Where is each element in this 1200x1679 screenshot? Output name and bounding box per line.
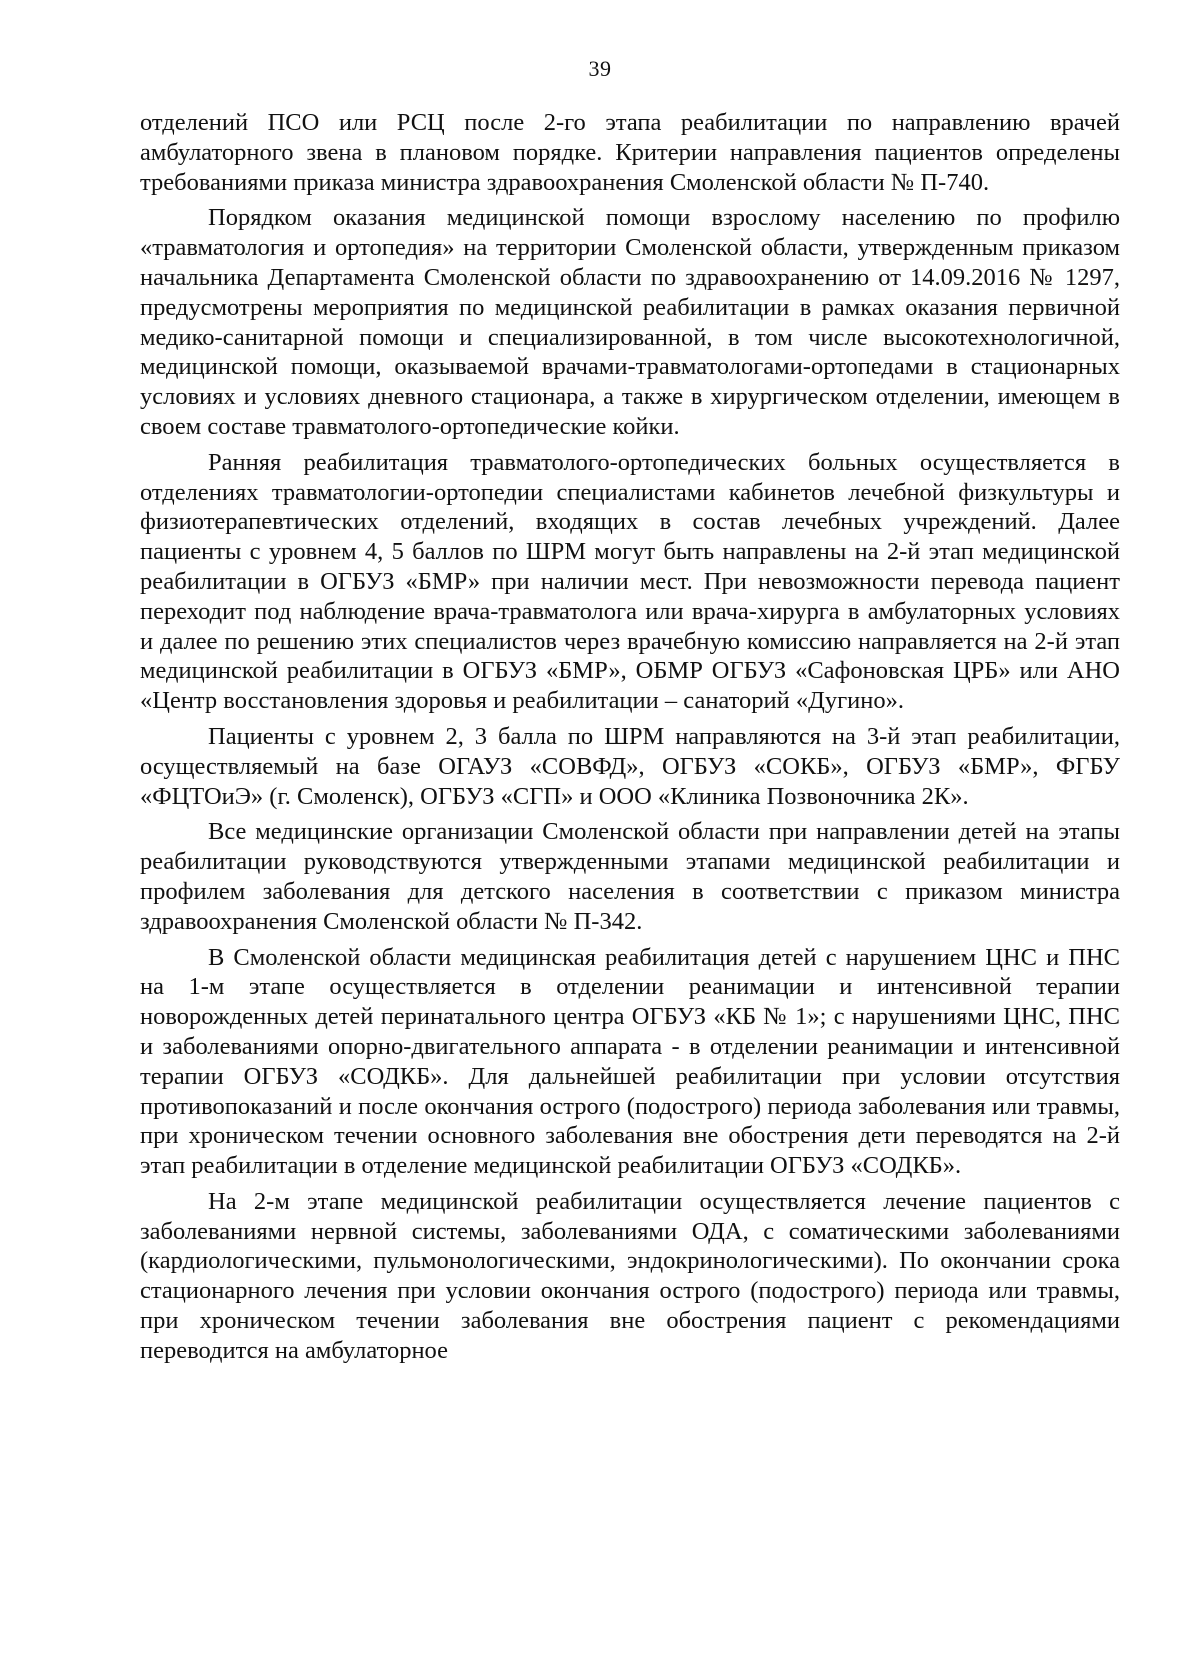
paragraph-7: На 2-м этапе медицинской реабилитации осуществляется лечение пациентов с заболеваниями нервной системы, заболеваниями ОДА, с соматическими заболеваниями (кардиологическими, пульмонологическими, эндокринологическими). По окончании срока стационарного лечения при условии окончания острого (подострого) периода или травмы, при хроническом течении заболевания вне обострения пациент с рекомендациями переводится на амбулаторное — [140, 1187, 1120, 1364]
paragraph-4: Пациенты с уровнем 2, 3 балла по ШРМ направляются на 3-й этап реабилитации, осуществляемый на базе ОГАУЗ «СОВФД», ОГБУЗ «СОКБ», ОГБУЗ «БМР», ФГБУ «ФЦТОиЭ» (г. Смоленск), ОГБУЗ «СГП» и ООО «Клиника Позвоночника 2К». — [140, 722, 1120, 810]
paragraph-3: Ранняя реабилитация травматолого-ортопедических больных осуществляется в отделениях травматологии-ортопедии специалистами кабинетов лечебной физкультуры и физиотерапевтических отделений, входящих в состав лечебных учреждений. Далее пациенты с уровнем 4, 5 баллов по ШРМ могут быть направлены на 2-й этап медицинской реабилитации в ОГБУЗ «БМР» при наличии мест. При невозможности перевода пациент переходит под наблюдение врача-травматолога или врача-хирурга в амбулаторных условиях и далее по решению этих специалистов через врачебную комиссию направляется на 2-й этап медицинской реабилитации в ОГБУЗ «БМР», ОБМР ОГБУЗ «Сафоновская ЦРБ» или АНО «Центр восстановления здоровья и реабилитации – санаторий «Дугино». — [140, 448, 1120, 715]
document-body — [140, 108, 1120, 1366]
paragraph-6: В Смоленской области медицинская реабилитация детей с нарушением ЦНС и ПНС на 1-м этапе осуществляется в отделении реанимации и интенсивной терапии новорожденных детей перинатального центра ОГБУЗ «КБ № 1»; с нарушениями ЦНС, ПНС и заболеваниями опорно-двигательного аппарата - в отделении реанимации и интенсивной терапии ОГБУЗ «СОДКБ». Для дальнейшей реабилитации при условии отсутствия противопоказаний и после окончания острого (подострого) периода заболевания или травмы, при хроническом течении основного заболевания вне обострения дети переводятся на 2-й этап реабилитации в отделение медицинской реабилитации ОГБУЗ «СОДКБ». — [140, 943, 1120, 1180]
paragraph-5: Все медицинские организации Смоленской области при направлении детей на этапы реабилитации руководствуются утвержденными этапами медицинской реабилитации и профилем заболевания для детского населения в соответствии с приказом министра здравоохранения Смоленской области № П-342. — [140, 818, 1120, 935]
page-number: 39 — [588, 56, 612, 81]
paragraph-2: Порядком оказания медицинской помощи взрослому населению по профилю «травматология и ортопедия» на территории Смоленской области, утвержденным приказом начальника Департамента Смоленской области по здравоохранению от 14.09.2016 № 1297, предусмотрены мероприятия по медицинской реабилитации в рамках оказания первичной медико-санитарной помощи и специализированной, в том числе высокотехнологичной, медицинской помощи, оказываемой врачами-травматологами-ортопедами в стационарных условиях и условиях дневного стационара, а также в хирургическом отделении, имеющем в своем составе травматолого-ортопедические койки. — [140, 204, 1120, 440]
paragraph-1: отделений ПСО или РСЦ после 2-го этапа реабилитации по направлению врачей амбулаторного звена в плановом порядке. Критерии направления пациентов определены требованиями приказа министра здравоохранения Смоленской области № П-740. — [140, 109, 1120, 196]
